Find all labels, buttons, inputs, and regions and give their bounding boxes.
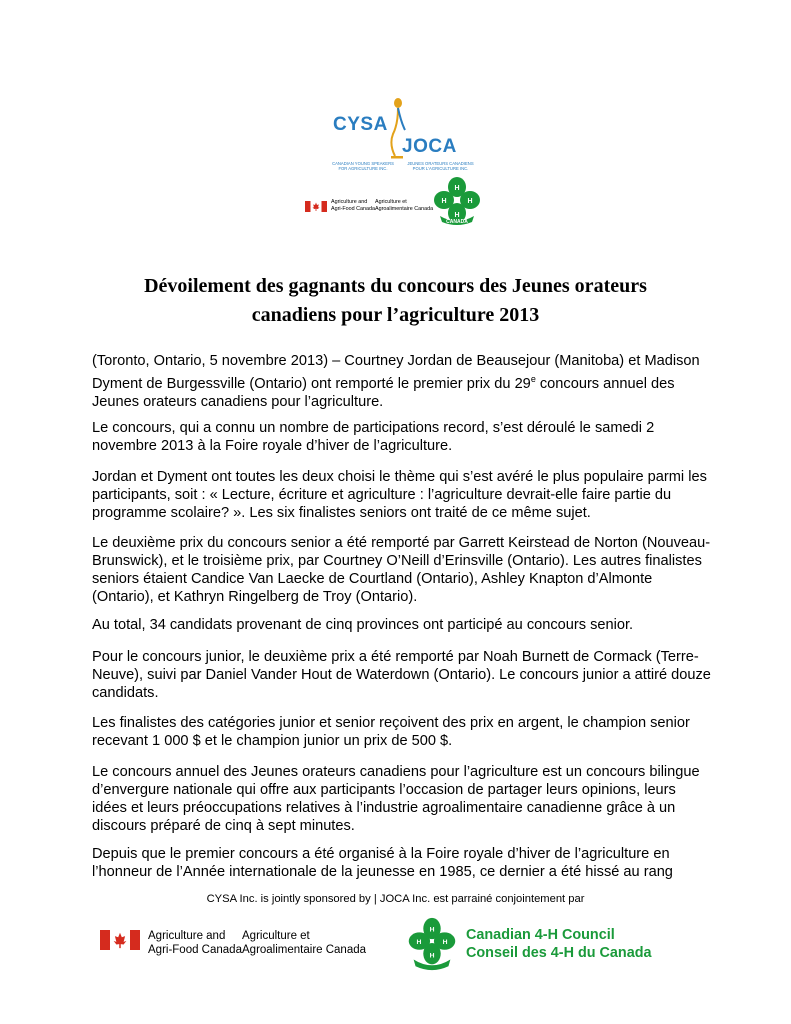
paragraph-intro <box>92 352 712 411</box>
cysa-tagline: CANADIAN YOUNG SPEAKERS FOR AGRICULTURE INC. <box>332 161 394 171</box>
council-name-fr: Conseil des 4-H du Canada <box>466 945 652 961</box>
aafc-french-name: Agriculture et Agroalimentaire Canada <box>375 199 434 212</box>
svg-text:H: H <box>442 939 448 946</box>
svg-text:H: H <box>454 185 460 192</box>
page-title <box>60 272 731 330</box>
paragraph-junior-results: Pour le concours junior, le deuxième prix a été remporté par Noah Burnett de Cormack (Terre-Neuve), suivi par Daniel Vander Hout de Waterdown (Ontario). Le concours junior a attiré douze candidats. <box>92 649 711 701</box>
paragraph-senior-total: Au total, 34 candidats provenant de cinq provinces ont participé au concours senior. <box>92 617 634 633</box>
paragraph-text: concours annuel des Jeunes orateurs canadiens pour l’agriculture. <box>92 375 675 410</box>
paragraph-theme: Jordan et Dyment ont toutes les deux choisi le thème qui s’est avéré le plus populaire parmi les participants, soit : « Lecture, écriture et agriculture : l’agriculture devrait-elle faire partie du programme scolaire? ». Les six finalistes seniors ont traité de ce même sujet. <box>92 469 707 521</box>
joca-wordmark: JOCA <box>402 136 457 157</box>
paragraph-prizes: Les finalistes des catégories junior et senior reçoivent des prix en argent, le champion senior recevant 1 000 $ et le champion junior un prix de 500 $. <box>92 715 690 749</box>
svg-text:H: H <box>467 198 473 205</box>
four-h-clover-logo-header <box>426 176 488 231</box>
sponsor-line: CYSA Inc. is jointly sponsored by | JOCA Inc. est parrainé conjointement par <box>206 893 585 905</box>
clover-canada-text: CANADA <box>446 219 468 225</box>
aafc-english-name: Agriculture and Agri-Food Canada <box>148 930 242 956</box>
paragraph-senior-results: Le deuxième prix du concours senior a été remporté par Garrett Keirstead de Norton (Nouveau-Brunswick), et le troisième prix, par Courtney O’Neill d’Erinsville (Ontario). Les autres finalistes seniors étaient Candice Van Laecke de Courtland (Ontario), Ashley Knapton d’Almonte (Ontario), et Kathryn Ringelberg de Troy (Ontario). <box>92 535 711 605</box>
svg-text:H: H <box>429 926 435 934</box>
aafc-french-name: Agriculture et Agroalimentaire Canada <box>242 930 367 956</box>
joca-tagline: JEUNES ORATEURS CANADIENS POUR L'AGRICULTURE INC. <box>407 161 474 171</box>
svg-text:H: H <box>441 198 447 205</box>
canada-flag-icon <box>100 930 140 950</box>
cysa-wordmark: CYSA <box>333 114 388 135</box>
title-line-2: canadiens pour l’agriculture 2013 <box>251 304 540 326</box>
title-line-1: Dévoilement des gagnants du concours des Jeunes orateurs <box>144 275 647 297</box>
council-name <box>466 926 652 962</box>
clover-icon <box>426 176 488 226</box>
paragraph-contest: Le concours, qui a connu un nombre de participations record, s’est déroulé le samedi 2 novembre 2013 à la Foire royale d’hiver de l’agriculture. <box>92 420 655 454</box>
paragraph-history: Depuis que le premier concours a été organisé à la Foire royale d’hiver de l’agriculture en l’honneur de l’Année internationale de la jeunesse en 1985, ce dernier a été hissé au rang <box>92 846 673 880</box>
canada-flag-icon <box>305 201 327 212</box>
superscript: e <box>530 374 536 384</box>
svg-text:H: H <box>429 952 435 960</box>
paragraph-text: (Toronto, Ontario, 5 novembre 2013) – Courtney Jordan de Beausejour (Manitoba) et Madison Dyment de Burgessville (Ontario) ont remporté le premier prix du 29 <box>92 353 700 392</box>
four-h-clover-logo-footer <box>402 915 462 978</box>
aafc-english-name: Agriculture and Agri-Food Canada <box>331 199 376 212</box>
clover-icon <box>402 915 462 973</box>
paragraph-about: Le concours annuel des Jeunes orateurs canadiens pour l’agriculture est un concours bilingue d’envergure nationale qui offre aux participants l’occasion de partager leurs opinions, leurs idées et leurs préoccupations relatives à l’industrie agroalimentaire canadienne grâce à un discours préparé de cinq à sept minutes. <box>92 764 700 834</box>
svg-text:H: H <box>454 212 460 219</box>
council-name-en: Canadian 4-H Council <box>466 927 615 943</box>
svg-text:H: H <box>416 939 422 946</box>
